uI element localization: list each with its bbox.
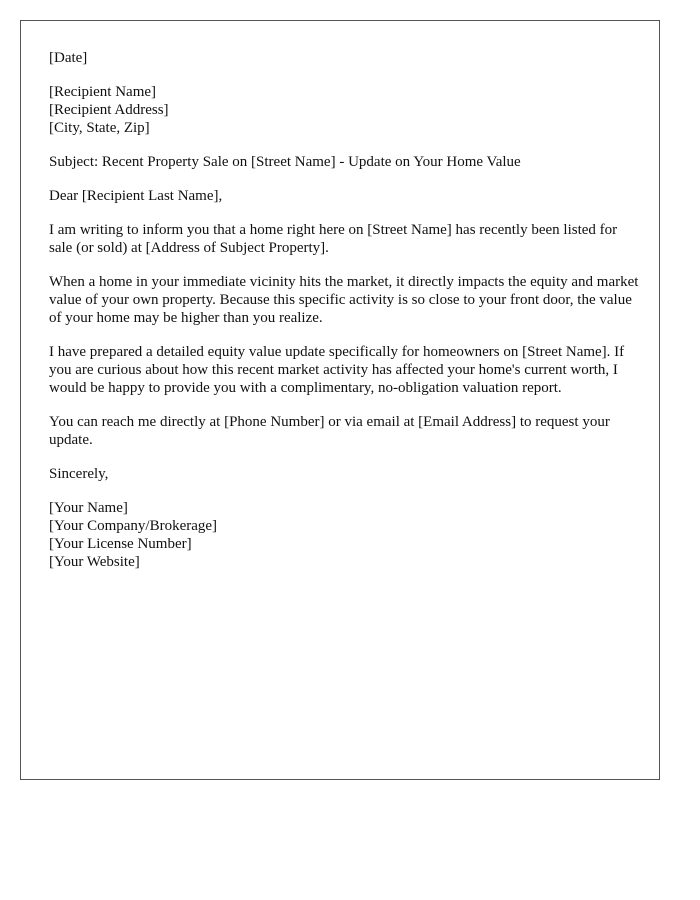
recipient-block [49, 83, 639, 137]
letter-page [20, 20, 660, 780]
signature-license: [Your License Number] [49, 536, 192, 552]
paragraph-contact: You can reach me directly at [Phone Number] or via email at [Email Address] to request your update. [49, 414, 610, 448]
letter-body [49, 49, 639, 587]
paragraph-valuation-offer: I have prepared a detailed equity value update specifically for homeowners on [Street Name]. If you are curious about how this recent market activity has affected your home's current worth, I would be happy to provide you with a complimentary, no-obligation valuation report. [49, 344, 625, 396]
recipient-address: [Recipient Address] [49, 102, 169, 118]
paragraph-intro: I am writing to inform you that a home right here on [Street Name] has recently been listed for sale (or sold) at [Address of Subject Property]. [49, 222, 618, 256]
letter-date: [Date] [49, 50, 88, 66]
letter-subject: Subject: Recent Property Sale on [Street Name] - Update on Your Home Value [49, 154, 521, 170]
closing-block [49, 465, 639, 483]
signature-block [49, 499, 639, 571]
signature-company: [Your Company/Brokerage] [49, 518, 218, 534]
letter-salutation: Dear [Recipient Last Name], [49, 188, 223, 204]
salutation-block [49, 187, 639, 205]
recipient-city-state-zip: [City, State, Zip] [49, 120, 150, 136]
letter-closing: Sincerely, [49, 466, 109, 482]
signature-name: [Your Name] [49, 500, 128, 516]
subject-block [49, 153, 639, 171]
recipient-name: [Recipient Name] [49, 84, 157, 100]
signature-website: [Your Website] [49, 554, 140, 570]
paragraph-market-impact: When a home in your immediate vicinity hits the market, it directly impacts the equity and market value of your own property. Because this specific activity is so close to your front door, the value of your home may be higher than you realize. [49, 274, 639, 326]
date-block [49, 49, 639, 67]
